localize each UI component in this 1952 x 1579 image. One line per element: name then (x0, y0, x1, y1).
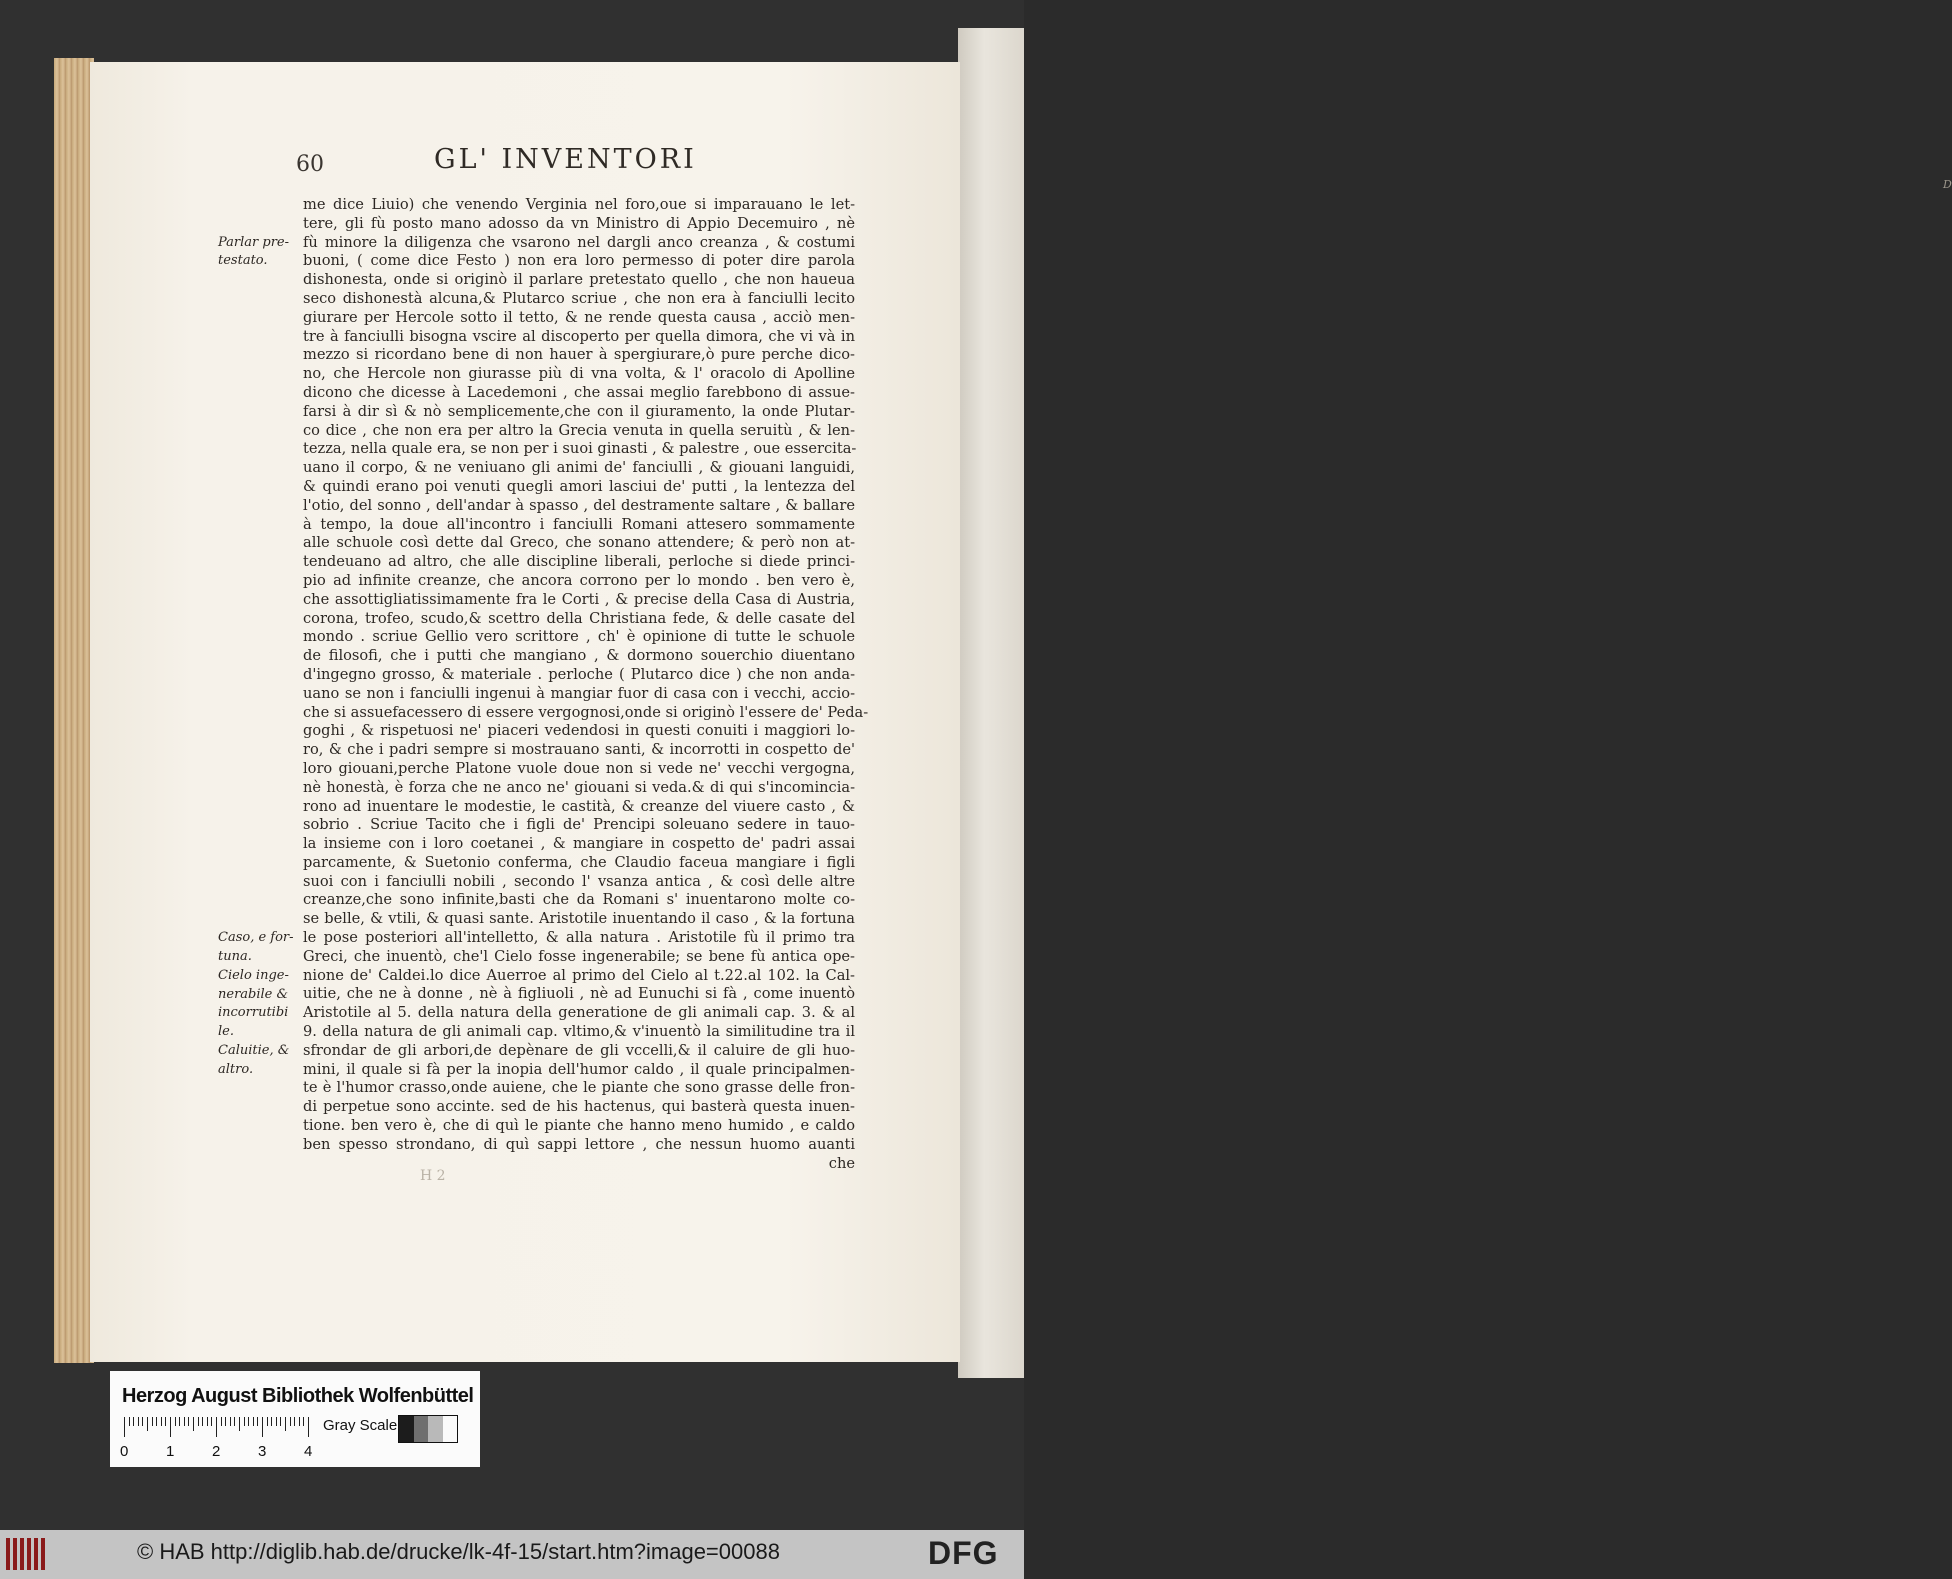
text-line: creanze,che sono infinite,basti che da Romani s' inuentarono molte co- (303, 891, 855, 909)
text-line: dishonesta, onde si originò il parlare pretestato quello , che non haueua (303, 271, 855, 289)
ruler-tick (230, 1417, 231, 1426)
text-line: & quindi erano poi venuti quegli amori lasciui de' putti , la lentezza del (303, 477, 855, 495)
text-line: l'otio, del sonno , dell'andar à spasso , del destramente saltare , & ballare (303, 496, 855, 514)
margin-note-line: Caso, e for- (218, 930, 294, 946)
margin-note-line: incorrutibi (218, 1005, 289, 1021)
ruler-tick (202, 1417, 203, 1426)
ruler-tick (188, 1417, 189, 1426)
text-line: tre à fanciulli bisogna vscire al discoperto per quella dimora, che vi và in (303, 327, 855, 345)
text-line: me dice Liuio) che venendo Verginia nel foro,oue si imparauano le let- (303, 196, 855, 213)
ruler-tick (294, 1417, 295, 1426)
gray-scale-swatch (398, 1415, 458, 1443)
margin-note-line: altro. (218, 1061, 254, 1077)
ruler-tick (262, 1417, 263, 1437)
gray-scale-label: Gray Scale (323, 1417, 398, 1434)
ruler-tick (267, 1417, 268, 1426)
ruler-tick (225, 1417, 226, 1426)
text-line: uano il corpo, & ne veniuano gli animi de' fanciulli , & giouani languidi, (303, 459, 855, 477)
ruler-tick (156, 1417, 157, 1426)
text-line: rono ad inuentare le modestie, le castità, & creanze del viuere casto , & (303, 797, 855, 815)
text-line: la insieme con i loro coetanei , & mangiare in cospetto de' padri assai (303, 835, 855, 853)
text-line: fù minore la diligenza che vsarono nel dargli anco creanza , & costumi (303, 233, 855, 251)
text-line: nione de' Caldei.lo dice Auerroe al primo del Cielo al t.22.al 102. la Cal- (303, 966, 855, 984)
margin-note-line: Parlar pre- (218, 234, 290, 250)
catchword: che (828, 1154, 855, 1172)
text-line: farsi à dir sì & nò semplicemente,che con il giuramento, la onde Plutar- (303, 402, 855, 420)
ruler-number: 1 (166, 1443, 175, 1460)
gray-swatch-light (428, 1416, 443, 1442)
text-line: mondo . scriue Gellio vero scrittore , ch' è opinione di tutte le schuole (303, 628, 855, 646)
text-line: Greci, che inuentò, che'l Cielo fosse ingenerabile; se bene fù antica ope- (303, 947, 855, 965)
gray-swatch-white (443, 1416, 458, 1442)
text-line: goghi , & rispetuosi ne' piaceri vedendosi in questi conuiti i maggiori lo- (303, 722, 855, 740)
text-line: Aristotile al 5. della natura della generatione de gli animali cap. 3. & al (303, 1004, 855, 1022)
text-line: corona, trofeo, scudo,& scettro della Christiana fede, & delle casate del (303, 609, 855, 627)
page-number: 60 (296, 152, 324, 177)
text-line: parcamente, & Suetonio conferma, che Claudio faceua mangiare i figli (303, 853, 855, 871)
ruler-tick (170, 1417, 171, 1437)
ruler-tick (161, 1417, 162, 1426)
margin-note (218, 234, 306, 272)
text-line: tione. ben vero è, che di quì le piante che hanno meno humido , e caldo (303, 1117, 855, 1135)
ruler-tick (198, 1417, 199, 1426)
copyright-url: © HAB http://diglib.hab.de/drucke/lk-4f-15/start.htm?image=00088 (137, 1539, 780, 1564)
ruler-number: 4 (304, 1443, 313, 1460)
ruler-number: 2 (212, 1443, 221, 1460)
text-line: uano se non i fanciulli ingenui à mangiar fuor di casa con i vecchi, accio- (303, 684, 855, 702)
ruler-tick (179, 1417, 180, 1426)
text-line: giurare per Hercole sotto il tetto, & ne rende questa causa , acciò men- (303, 308, 855, 326)
running-head: GL' INVENTORI (434, 144, 697, 175)
text-line: 9. della natura de gli animali cap. vltimo,& v'inuentò la similitudine tra il (303, 1023, 855, 1041)
text-line: tezza, nella quale era, se non per i suoi ginasti , & palestre , oue essercita- (303, 440, 857, 458)
ruler-number: 0 (120, 1443, 129, 1460)
ruler-tick (138, 1417, 139, 1426)
gray-swatch-black (399, 1416, 414, 1442)
facing-page-edge (958, 28, 1952, 1378)
text-line: alle schuole così dette dal Greco, che sonano attendere; & però non at- (303, 534, 855, 552)
text-line: seco dishonestà alcuna,& Plutarco scriue , che non era à fanciulli lecito (303, 289, 855, 307)
margin-note (218, 1042, 306, 1080)
ruler-tick (253, 1417, 254, 1426)
hab-logo-icon (6, 1538, 46, 1570)
ruler-tick (221, 1417, 222, 1426)
text-line: tendeuano ad altro, che alle discipline liberali, perloche si diede princi- (303, 553, 855, 571)
ruler-tick (175, 1417, 176, 1426)
library-color-card (110, 1371, 480, 1467)
margin-note-line: testato. (218, 253, 268, 269)
measurement-ruler (124, 1417, 314, 1437)
text-line: che si assuefacessero di essere vergognosi,onde si originò l'essere de' Peda- (303, 703, 869, 721)
gray-swatch-dark (414, 1416, 429, 1442)
ruler-tick (239, 1417, 240, 1431)
margin-note (218, 929, 306, 967)
ruler-tick (308, 1417, 309, 1437)
ruler-tick (299, 1417, 300, 1426)
text-line: ben spesso strondano, di quì sappi lettore , che nessun huomo auanti (303, 1135, 855, 1153)
ruler-tick (184, 1417, 185, 1426)
ruler-tick (152, 1417, 153, 1426)
ruler-tick (142, 1417, 143, 1426)
text-line: che assottigliatissimamente fra le Corti , & precise della Casa di Austria, (303, 590, 855, 608)
text-line: suoi con i fanciulli nobili , secondo l' vsanza antica , & così delle altre (303, 872, 855, 890)
page-block-edge (54, 58, 94, 1363)
margin-note-line: Cielo inge- (218, 967, 289, 983)
ruler-tick (133, 1417, 134, 1426)
ruler-number: 3 (258, 1443, 267, 1460)
ruler-tick (303, 1417, 304, 1426)
footer-bar (0, 1530, 1024, 1579)
text-line: di perpetue sono accinte. sed de his hactenus, qui basterà questa inuen- (303, 1098, 855, 1116)
dfg-logo: DFG (928, 1535, 999, 1571)
text-line: nè honestà, è forza che ne anco ne' giouani si veda.& di qui s'incomincia- (303, 778, 855, 796)
text-line: tere, gli fù posto mano adosso da vn Ministro di Appio Decemuiro , nè (303, 214, 855, 232)
ruler-tick (193, 1417, 194, 1431)
margin-note-line: tuna. (218, 948, 252, 964)
text-line: no, che Hercole non giurasse più di vna volta, & l' oracolo di Apolline (303, 365, 855, 383)
margin-note-line: le. (218, 1024, 234, 1040)
ruler-tick (124, 1417, 125, 1437)
ruler-tick (280, 1417, 281, 1426)
text-line: loro giouani,perche Platone vuole doue non si vede ne' vecchi vergogna, (303, 759, 855, 777)
text-line: mezzo si ricordano bene di non hauer à spergiurare,ò pure perche dico- (303, 346, 855, 364)
text-line: à tempo, la doue all'incontro i fanciulli Romani attesero sommamente (303, 515, 855, 533)
text-line: co dice , che non era per altro la Grecia venuta in quella seruitù , & len- (303, 421, 855, 439)
text-line: se belle, & vtili, & quasi sante. Aristotile inuentando il caso , & la fortuna (303, 910, 855, 928)
body-text (303, 196, 869, 1173)
ruler-tick (207, 1417, 208, 1426)
ruler-tick (257, 1417, 258, 1426)
text-line: de filosofi, che i putti che mangiano , & dormono souerchio diuentano (303, 647, 855, 665)
library-name: Herzog August Bibliothek Wolfenbüttel (122, 1385, 474, 1407)
text-line: le pose posteriori all'intelletto, & alla natura . Aristotile fù il primo tra (303, 929, 855, 947)
show-through-mark: D (1943, 178, 1952, 191)
ruler-tick (248, 1417, 249, 1426)
ruler-tick (129, 1417, 130, 1426)
ruler-tick (234, 1417, 235, 1426)
ruler-tick (165, 1417, 166, 1426)
ruler-tick (290, 1417, 291, 1426)
ruler-tick (276, 1417, 277, 1426)
text-line: buoni, ( come dice Festo ) non era loro permesso di poter dire parola (303, 252, 855, 270)
text-line: ro, & che i padri sempre si mostrauano santi, & incorrotti in cospetto de' (303, 741, 855, 759)
ruler-numbers (120, 1443, 320, 1463)
text-line: sobrio . Scriue Tacito che i figli de' Prencipi soleuano sedere in tauo- (303, 816, 855, 834)
ruler-tick (271, 1417, 272, 1426)
ruler-tick (244, 1417, 245, 1426)
text-line: sfrondar de gli arbori,de depènare de gli vccelli,& il caluire de gli huo- (303, 1041, 855, 1059)
text-line: te è l'humor crasso,onde auiene, che le piante che sono grasse delle fron- (303, 1079, 855, 1097)
ruler-tick (216, 1417, 217, 1437)
text-line: dicono che dicesse à Lacedemoni , che assai meglio farebbono di assue- (303, 383, 855, 401)
margin-note-line: Caluitie, & (218, 1043, 290, 1058)
signature-mark: H 2 (420, 1168, 446, 1184)
ruler-tick (211, 1417, 212, 1426)
text-line: d'ingegno grosso, & materiale . perloche ( Plutarco dice ) che non anda- (303, 665, 855, 683)
ruler-tick (147, 1417, 148, 1431)
text-line: mini, il quale si fà per la inopia dell'humor caldo , il quale principalmen- (303, 1060, 855, 1078)
margin-note-line: nerabile & (218, 986, 289, 1002)
margin-note (218, 967, 306, 1042)
ruler-tick (285, 1417, 286, 1431)
text-line: uitie, che ne à donne , nè à figliuoli , nè ad Eunuchi si fà , come inuentò (303, 985, 855, 1003)
text-line: pio ad infinite creanze, che ancora corrono per lo mondo . ben vero è, (303, 571, 855, 589)
